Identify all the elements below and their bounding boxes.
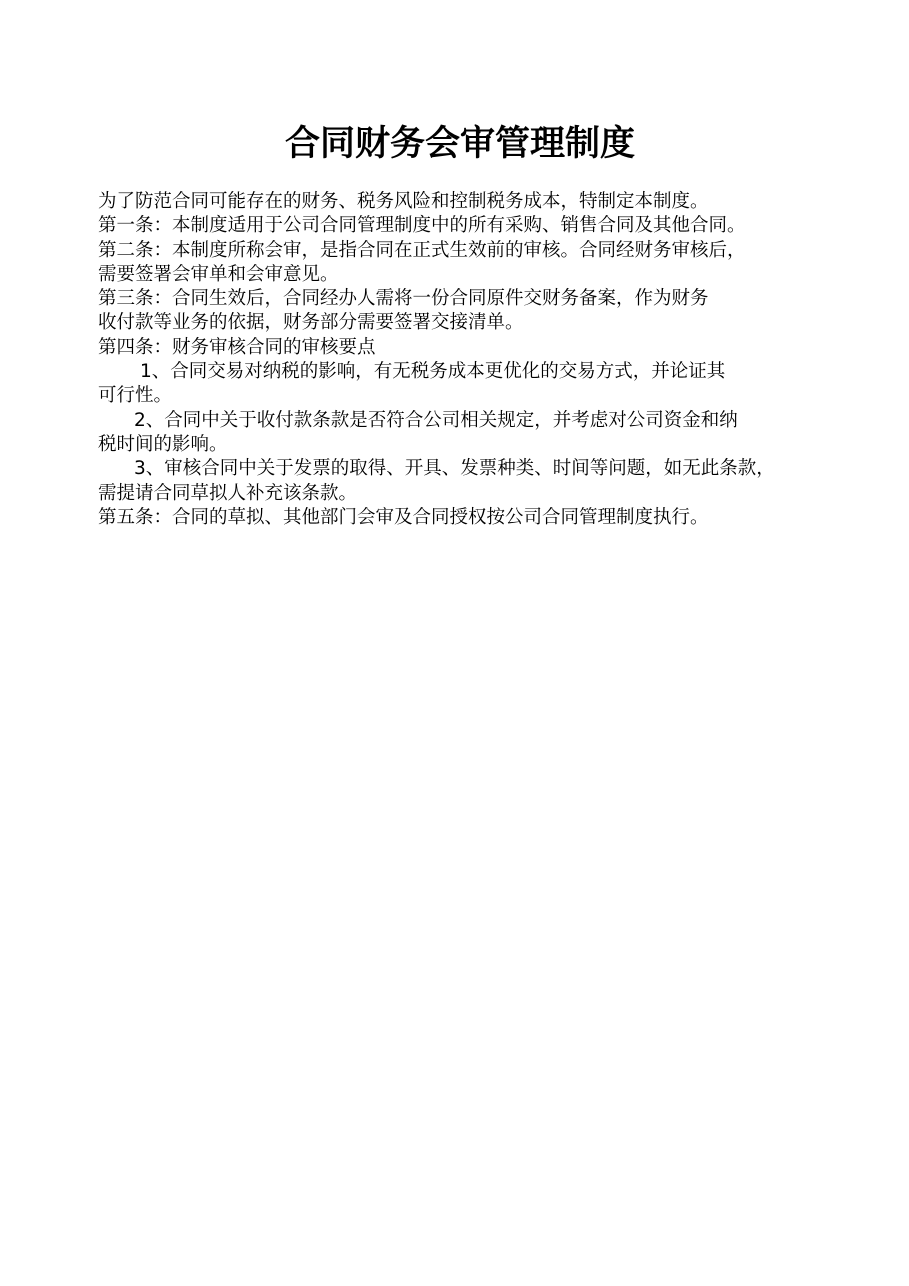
article-2-line-2: 需要签署会审单和会审意见。 bbox=[98, 263, 339, 285]
article-5: 第五条：合同的草拟、其他部门会审及合同授权按公司合同管理制度执行。 bbox=[98, 506, 709, 528]
document-body bbox=[98, 190, 858, 530]
document-title: 合同财务会审管理制度 bbox=[284, 124, 635, 164]
article-4-heading: 第四条：财务审核合同的审核要点 bbox=[98, 336, 376, 358]
article-3-line-1: 第三条：合同生效后，合同经办人需将一份合同原件交财务备案，作为财务 bbox=[98, 288, 709, 310]
article-1: 第一条：本制度适用于公司合同管理制度中的所有采购、销售合同及其他合同。 bbox=[98, 215, 746, 237]
point-2-line-1: 2、合同中关于收付款条款是否符合公司相关规定，并考虑对公司资金和纳 bbox=[134, 409, 738, 431]
point-3-line-1: 3、审核合同中关于发票的取得、开具、发票种类、时间等问题，如无此条款， bbox=[134, 458, 775, 480]
point-1-line-1: 1、合同交易对纳税的影响，有无税务成本更优化的交易方式，并论证其 bbox=[140, 361, 726, 383]
article-2-line-1: 第二条：本制度所称会审，是指合同在正式生效前的审核。合同经财务审核后， bbox=[98, 239, 746, 261]
point-3-line-2: 需提请合同草拟人补充该条款。 bbox=[98, 482, 358, 504]
point-1-line-2: 可行性。 bbox=[98, 385, 173, 407]
point-2-line-2: 税时间的影响。 bbox=[98, 433, 228, 455]
intro-paragraph: 为了防范合同可能存在的财务、税务风险和控制税务成本，特制定本制度。 bbox=[98, 191, 709, 212]
article-3-line-2: 收付款等业务的依据，财务部分需要签署交接清单。 bbox=[98, 312, 524, 334]
